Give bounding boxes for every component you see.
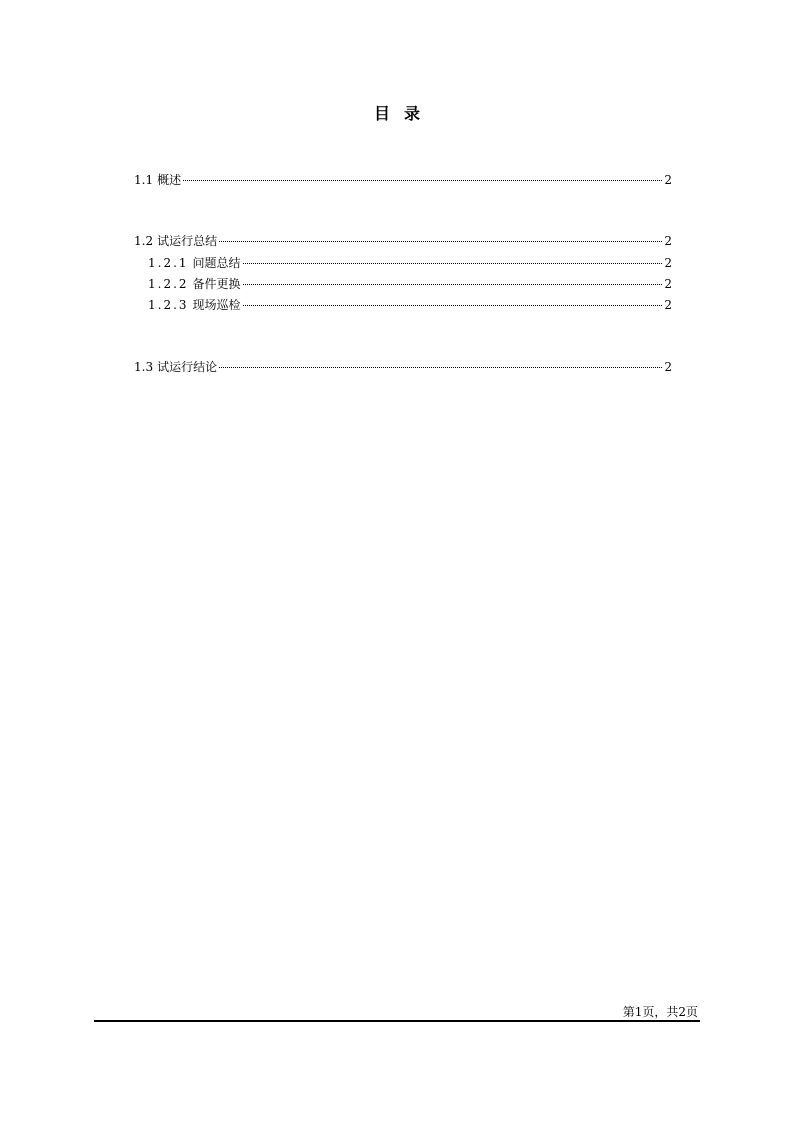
toc-leader-dots xyxy=(243,284,663,285)
toc-entry-trial-run-summary[interactable] xyxy=(134,233,672,249)
toc-entry-site-inspection[interactable] xyxy=(148,297,672,313)
toc-entry-page: 2 xyxy=(664,360,672,374)
toc-entry-label: 备件更换 xyxy=(192,277,241,291)
toc-leader-dots xyxy=(243,305,663,306)
toc-entry-page: 2 xyxy=(664,234,672,248)
toc-entry-number: 1.2 xyxy=(134,234,154,248)
toc-entry-label: 试运行总结 xyxy=(157,234,218,248)
toc-entry-page: 2 xyxy=(664,256,672,270)
toc-entry-spare-parts[interactable] xyxy=(148,276,672,292)
toc-entry-label: 试运行结论 xyxy=(157,360,218,374)
toc-entry-overview[interactable] xyxy=(134,172,672,188)
toc-entry-page: 2 xyxy=(664,277,672,291)
toc-leader-dots xyxy=(219,367,662,368)
footer-page-indicator: 第1页，共2页 xyxy=(622,1005,698,1019)
toc-entry-label: 问题总结 xyxy=(192,256,241,270)
toc-title: 目录 xyxy=(373,104,434,123)
toc-leader-dots xyxy=(219,241,662,242)
toc-entry-issue-summary[interactable] xyxy=(148,255,672,271)
toc-entry-number: 1.1 xyxy=(134,173,154,187)
toc-leader-dots xyxy=(243,263,663,264)
toc-entry-label: 现场巡检 xyxy=(192,298,241,312)
toc-entry-number: 1.2.3 xyxy=(148,298,189,312)
toc-entry-page: 2 xyxy=(664,173,672,187)
toc-entry-page: 2 xyxy=(664,298,672,312)
toc-entry-trial-run-conclusion[interactable] xyxy=(134,359,672,375)
toc-leader-dots xyxy=(183,180,662,181)
toc-entry-label: 概述 xyxy=(157,173,182,187)
toc-entry-number: 1.2.2 xyxy=(148,277,189,291)
toc-entry-number: 1.2.1 xyxy=(148,256,189,270)
footer-divider xyxy=(94,1020,700,1022)
toc-entry-number: 1.3 xyxy=(134,360,154,374)
